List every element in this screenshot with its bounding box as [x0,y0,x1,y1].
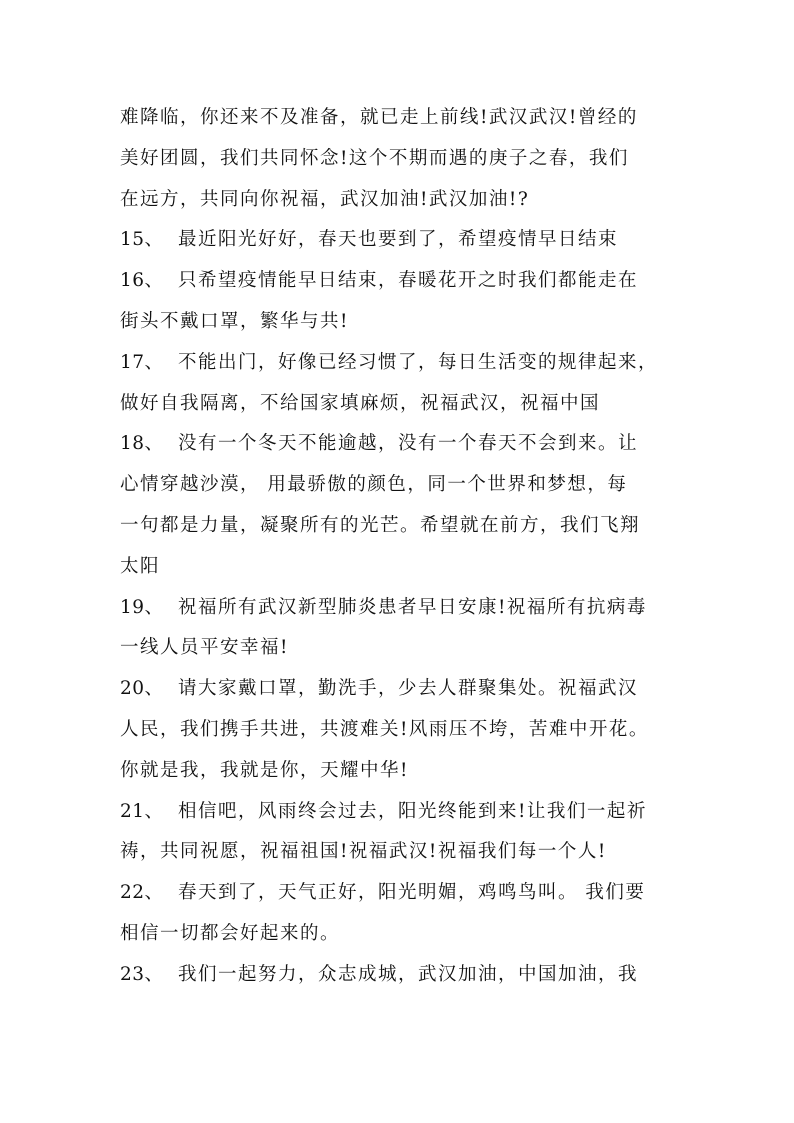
line-text: 没有一个冬天不能逾越，没有一个春天不会到来。让 [178,433,639,455]
item-number: 20、 [120,678,164,700]
text-line [120,98,680,139]
list-item-21 [120,792,680,833]
line-text: 不能出门，好像已经习惯了，每日生活变的规律起来， [178,351,659,373]
line-text: 请大家戴口罩，勤洗手，少去人群聚集处。祝福武汉 [178,678,639,700]
text-line [120,751,680,792]
text-line [120,139,680,180]
text-line [120,914,680,955]
item-number: 17、 [120,351,164,373]
line-text: 美好团圆，我们共同怀念!这个不期而遇的庚子之春，我们 [120,147,629,169]
line-text: 我们一起努力，众志成城，武汉加油，中国加油，我 [178,963,639,985]
item-number: 19、 [120,596,164,618]
line-text: 只希望疫情能早日结束，春暖花开之时我们都能走在 [178,270,639,292]
line-text: 相信一切都会好起来的。 [120,922,341,944]
text-line [120,465,680,506]
list-item-19 [120,588,680,629]
list-item-15 [120,220,680,261]
line-text: 春天到了，天气正好，阳光明媚，鸡鸣鸟叫。 我们要 [178,882,646,904]
text-line [120,506,680,547]
line-text: 祝福所有武汉新型肺炎患者早日安康!祝福所有抗病毒 [178,596,647,618]
line-text: 难降临，你还来不及准备，就已走上前线!武汉武汉!曾经的 [120,107,638,128]
text-line [120,384,680,425]
list-item-18 [120,424,680,465]
line-text: 在远方，共同向你祝福，武汉加油!武汉加油!? [120,188,530,210]
line-text: 相信吧，风雨终会过去，阳光终能到来!让我们一起祈 [178,800,647,822]
line-text: 太阳 [120,555,161,577]
text-line [120,180,680,221]
text-line [120,710,680,751]
list-item-20 [120,669,680,710]
item-number: 23、 [120,963,164,985]
line-text: 街头不戴口罩，繁华与共! [120,310,349,332]
text-line [120,832,680,873]
text-line [120,628,680,669]
line-text: 你就是我，我就是你，天耀中华! [120,759,409,781]
line-text: 心情穿越沙漠， 用最骄傲的颜色，同一个世界和梦想，每 [120,474,628,496]
item-number: 18、 [120,433,164,455]
list-item-23 [120,955,680,996]
line-text: 一线人员平安幸福! [120,637,289,659]
line-text: 最近阳光好好，春天也要到了，希望疫情早日结束 [178,229,619,251]
item-number: 16、 [120,270,164,292]
line-text: 人民，我们携手共进，共渡难关!风雨压不垮，苦难中开花。 [120,718,649,740]
text-line [120,302,680,343]
item-number: 15、 [120,229,164,251]
list-item-16 [120,261,680,302]
line-text: 祷，共同祝愿，祝福祖国!祝福武汉!祝福我们每一个人! [120,841,607,863]
list-item-22 [120,873,680,914]
line-text: 一句都是力量，凝聚所有的光芒。希望就在前方，我们飞翔 [120,514,641,536]
line-text: 做好自我隔离，不给国家填麻烦，祝福武汉，祝福中国 [120,392,601,414]
list-item-17 [120,343,680,384]
text-line [120,547,680,588]
item-number: 21、 [120,800,164,822]
item-number: 22、 [120,882,164,904]
document-body [120,98,680,996]
